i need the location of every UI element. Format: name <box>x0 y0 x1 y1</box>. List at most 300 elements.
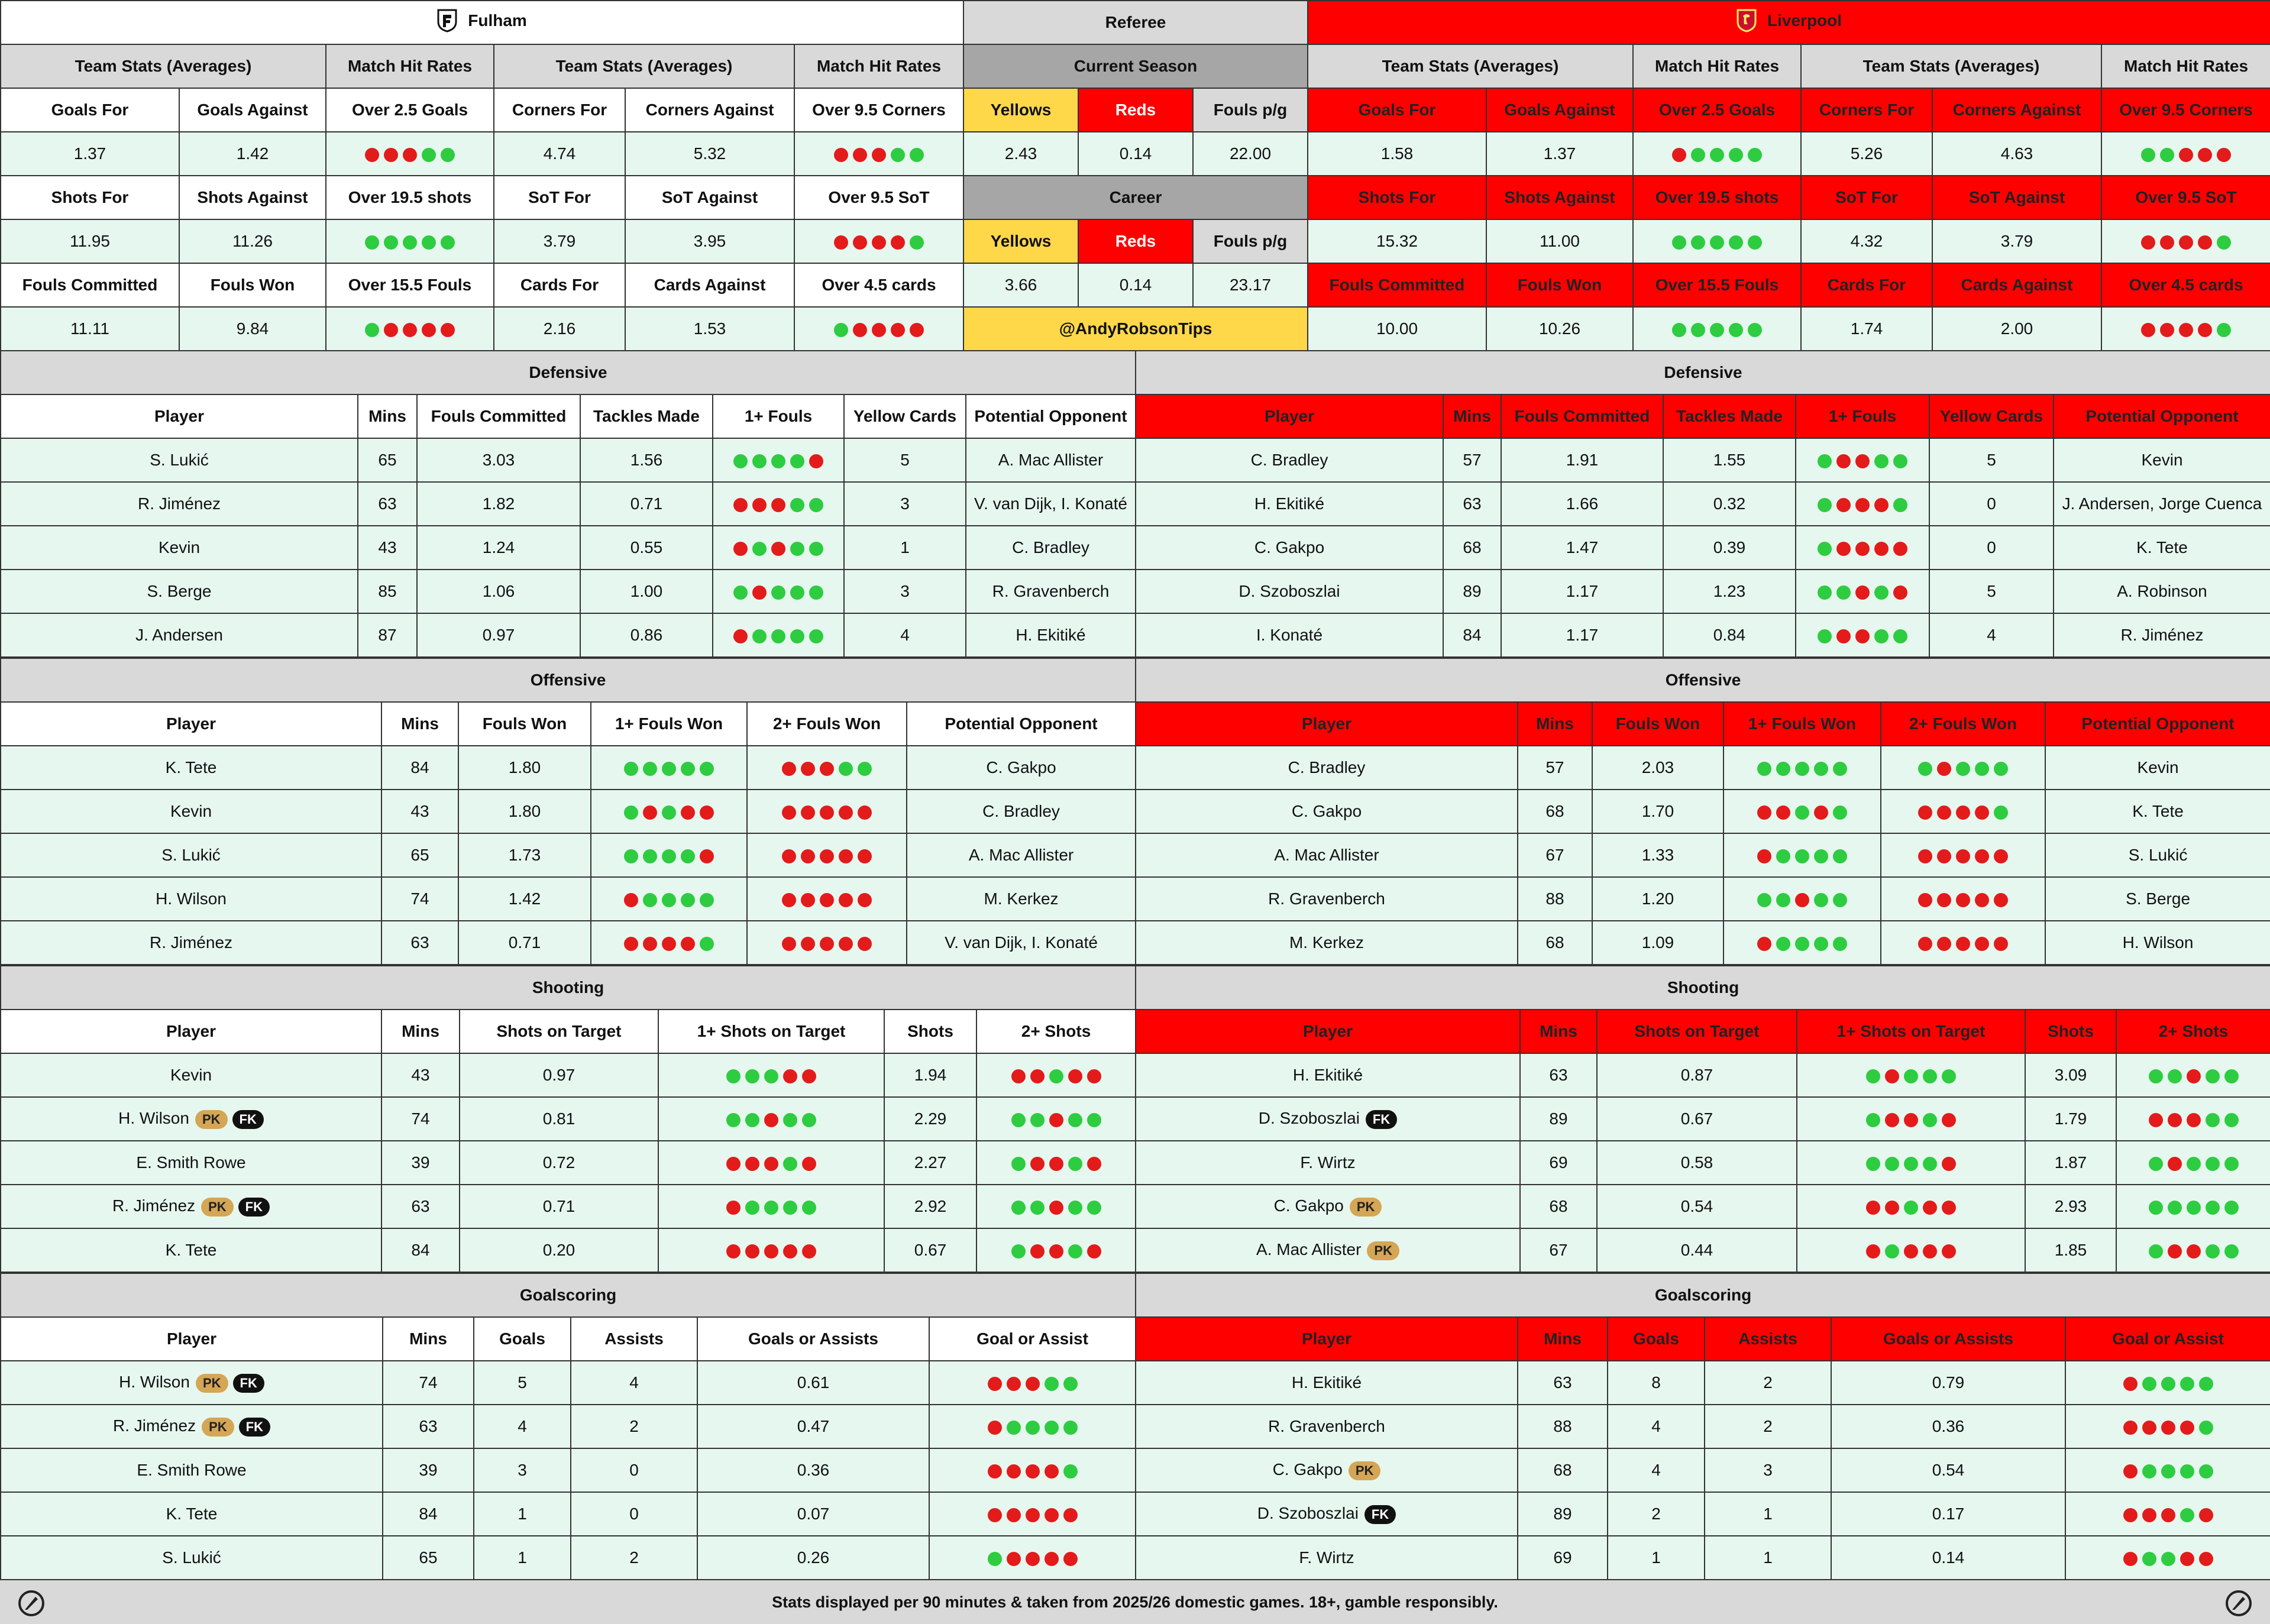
fouls-hit-dots <box>713 526 844 570</box>
miss-dot <box>891 235 905 250</box>
fouls-hit-dots <box>713 482 844 526</box>
hit-dot <box>2206 1113 2220 1127</box>
column-header: Player <box>1 394 358 438</box>
result-dots <box>1672 148 1762 162</box>
miss-dot <box>1874 542 1889 556</box>
hit-dot <box>733 454 748 468</box>
result-dots <box>726 1157 816 1171</box>
result-dots <box>1011 1157 1101 1171</box>
result-dots <box>624 893 714 907</box>
column-header: 1+ Shots on Target <box>658 1010 884 1053</box>
fulham-title: Fulham <box>468 11 527 30</box>
hit-dot <box>802 1201 816 1215</box>
hit-dot <box>624 805 638 820</box>
column-header: Shots <box>884 1010 976 1053</box>
hit-dot <box>1795 805 1809 820</box>
column-header: 2+ Fouls Won <box>747 702 907 746</box>
hit-dot <box>422 235 436 250</box>
minutes: 89 <box>1520 1097 1597 1141</box>
miss-dot <box>1937 893 1951 907</box>
miss-dot <box>1937 849 1951 863</box>
hit-dot <box>764 1201 778 1215</box>
fulham-shooting-table <box>0 965 1136 1273</box>
hit-dot <box>726 1113 741 1127</box>
hit-dot <box>365 235 379 250</box>
hit-dot <box>783 1113 797 1127</box>
free-kick-taker-badge: FK <box>232 1110 264 1129</box>
hit-dot <box>2180 1464 2194 1479</box>
goals-or-assists: 0.47 <box>697 1405 929 1448</box>
stat-value: 5.32 <box>625 132 794 176</box>
miss-dot <box>1030 1244 1045 1259</box>
column-header: Goal or Assist <box>929 1317 1136 1361</box>
miss-dot <box>1885 1113 1899 1127</box>
potential-opponent: S. Berge <box>2045 877 2270 921</box>
hit-dot <box>624 849 638 863</box>
column-header: Shots <box>2025 1010 2116 1053</box>
stat-value: 1.58 <box>1308 132 1486 176</box>
hit-dot <box>745 1069 759 1083</box>
miss-dot <box>2198 148 2212 162</box>
result-dots <box>988 1552 1078 1566</box>
miss-dot <box>1956 937 1970 951</box>
free-kick-taker-badge: FK <box>238 1198 270 1217</box>
result-dots <box>2123 1552 2213 1566</box>
hit-dot <box>1049 1069 1063 1083</box>
minutes: 85 <box>358 570 417 613</box>
column-header: 2+ Fouls Won <box>1881 702 2045 746</box>
miss-dot <box>802 1157 816 1171</box>
player-badges <box>1350 1198 1382 1217</box>
potential-opponent: R. Gravenberch <box>966 570 1136 613</box>
column-header: Mins <box>358 394 417 438</box>
hit-dot <box>2199 1377 2213 1391</box>
career-label: Career <box>963 176 1308 219</box>
liverpool-shooting-table <box>1135 965 2270 1273</box>
hit-dot <box>1975 762 1989 776</box>
goal-or-assist-dots <box>2065 1361 2270 1405</box>
miss-dot <box>1757 849 1771 863</box>
player-cell <box>1136 1053 1520 1097</box>
shots: 2.27 <box>884 1141 976 1185</box>
hit-dot <box>1956 762 1970 776</box>
fouls-won-1-dots <box>1723 921 1881 965</box>
player-name: S. Lukić <box>1 833 381 877</box>
miss-dot <box>2142 1421 2156 1435</box>
miss-dot <box>910 323 924 337</box>
fulham-goalscoring-table <box>0 1273 1136 1580</box>
hit-dot <box>1836 585 1851 600</box>
player-name: F. Wirtz <box>1300 1153 1356 1172</box>
minutes: 68 <box>1518 1448 1608 1492</box>
shots: 1.94 <box>884 1053 976 1097</box>
miss-dot <box>2123 1552 2138 1566</box>
hit-dot <box>1814 849 1828 863</box>
fouls-hit-dots <box>713 613 844 657</box>
hit-rate-dots <box>794 219 963 263</box>
miss-dot <box>2141 235 2155 250</box>
result-dots <box>1918 762 2008 776</box>
miss-dot <box>733 498 748 512</box>
fouls-won-2-dots <box>1881 921 2045 965</box>
stat-value: 11.95 <box>1 219 179 263</box>
result-dots <box>2141 323 2231 337</box>
yellow-cards: 0 <box>1929 482 2054 526</box>
result-dots <box>1918 805 2008 820</box>
minutes: 74 <box>381 877 458 921</box>
team-stats-label: Team Stats (Averages) <box>1308 44 1633 88</box>
hit-dot <box>2180 1508 2194 1522</box>
goals-or-assists: 0.17 <box>1831 1492 2065 1536</box>
fulham-team-stats <box>0 0 964 351</box>
hit-dot <box>1757 893 1771 907</box>
player-badges <box>201 1198 270 1217</box>
fouls-won: 1.09 <box>1592 921 1723 965</box>
player-badges <box>202 1418 270 1437</box>
hit-dot <box>2224 1244 2239 1259</box>
penalty-taker-badge: PK <box>1367 1241 1399 1260</box>
column-header: 1+ Fouls Won <box>591 702 747 746</box>
hit-dot <box>2149 1069 2163 1083</box>
hit-dot <box>2141 148 2155 162</box>
result-dots <box>2149 1157 2239 1171</box>
hit-dot <box>662 805 676 820</box>
stat-header: Corners For <box>1801 88 1932 132</box>
penalty-taker-badge: PK <box>1349 1461 1381 1480</box>
miss-dot <box>802 1244 816 1259</box>
miss-dot <box>1923 1244 1937 1259</box>
hit-dot <box>910 235 924 250</box>
table-row <box>1 1492 1136 1536</box>
player-name: E. Smith Rowe <box>136 1153 246 1172</box>
fouls-won-1-dots <box>591 746 747 790</box>
table-row <box>1136 526 2270 570</box>
goal-or-assist-dots <box>2065 1448 2270 1492</box>
miss-dot <box>700 805 714 820</box>
miss-dot <box>839 937 853 951</box>
miss-dot <box>1836 629 1851 643</box>
shots-on-target: 0.54 <box>1597 1185 1797 1228</box>
player-cell <box>1136 1228 1520 1272</box>
minutes: 68 <box>1443 526 1501 570</box>
player-name: R. Jiménez <box>113 1416 196 1435</box>
hit-dot <box>1814 762 1828 776</box>
miss-dot <box>441 323 455 337</box>
stat-header: Goals Against <box>1486 88 1633 132</box>
fouls-won-2-dots <box>1881 877 2045 921</box>
potential-opponent: K. Tete <box>2054 526 2270 570</box>
hit-dot <box>1904 1157 1918 1171</box>
penalty-taker-badge: PK <box>1350 1198 1382 1217</box>
miss-dot <box>2199 1508 2213 1522</box>
goals-or-assists: 0.26 <box>697 1536 929 1580</box>
hit-dot <box>783 1157 797 1171</box>
column-header: Fouls Won <box>458 702 591 746</box>
miss-dot <box>891 323 905 337</box>
potential-opponent: H. Wilson <box>2045 921 2270 965</box>
miss-dot <box>1068 1069 1082 1083</box>
hit-dot <box>1045 1377 1059 1391</box>
fouls-hit-dots <box>1796 613 1929 657</box>
hit-dot <box>2199 1464 2213 1479</box>
miss-dot <box>764 1113 778 1127</box>
reds-label: Reds <box>1078 88 1193 132</box>
hit-dot <box>1885 1244 1899 1259</box>
hit-dot <box>1757 762 1771 776</box>
hit-dot <box>802 1113 816 1127</box>
miss-dot <box>726 1201 741 1215</box>
miss-dot <box>802 1069 816 1083</box>
player-name: R. Gravenberch <box>1136 877 1518 921</box>
reds-label: Reds <box>1078 219 1193 263</box>
miss-dot <box>1975 805 1989 820</box>
miss-dot <box>1026 1552 1040 1566</box>
result-dots <box>1866 1113 1956 1127</box>
assists: 4 <box>571 1361 697 1405</box>
goals: 2 <box>1608 1492 1705 1536</box>
table-row <box>1 746 1136 790</box>
miss-dot <box>1942 1113 1956 1127</box>
result-dots <box>782 893 872 907</box>
miss-dot <box>2123 1377 2138 1391</box>
hit-dot <box>790 542 804 556</box>
penalty-taker-badge: PK <box>195 1110 228 1129</box>
miss-dot <box>1866 1244 1880 1259</box>
hit-dot <box>790 629 804 643</box>
hit-dot <box>441 235 455 250</box>
minutes: 84 <box>383 1492 474 1536</box>
minutes: 68 <box>1518 790 1592 833</box>
miss-dot <box>1923 1201 1937 1215</box>
miss-dot <box>2199 1552 2213 1566</box>
sot-hit-dots <box>658 1053 884 1097</box>
hit-dot <box>1866 1069 1880 1083</box>
tackles-made: 0.55 <box>580 526 713 570</box>
potential-opponent: Kevin <box>2045 746 2270 790</box>
miss-dot <box>752 498 767 512</box>
stat-header: Over 4.5 cards <box>794 263 963 307</box>
miss-dot <box>801 893 815 907</box>
hit-dot <box>2168 1201 2182 1215</box>
potential-opponent: A. Robinson <box>2054 570 2270 613</box>
shots-hit-dots <box>2116 1141 2270 1185</box>
column-header: Player <box>1136 394 1443 438</box>
player-cell <box>1 1405 383 1448</box>
section-title: Shooting <box>1136 966 2270 1010</box>
miss-dot <box>782 762 796 776</box>
tackles-made: 0.71 <box>580 482 713 526</box>
player-name: K. Tete <box>165 1241 217 1259</box>
hit-dot <box>988 1552 1002 1566</box>
section-title: Defensive <box>1 351 1136 394</box>
stat-value: 4.63 <box>1932 132 2101 176</box>
table-row <box>1136 921 2270 965</box>
player-name: H. Ekitiké <box>1292 1066 1363 1084</box>
player-name: R. Jiménez <box>1 921 381 965</box>
miss-dot <box>2179 323 2193 337</box>
player-cell <box>1136 1405 1518 1448</box>
result-dots <box>1818 629 1907 643</box>
result-dots <box>365 323 455 337</box>
column-header: Player <box>1136 1010 1520 1053</box>
miss-dot <box>2180 1421 2194 1435</box>
miss-dot <box>1942 1201 1956 1215</box>
player-badges <box>1367 1241 1399 1260</box>
goals: 4 <box>474 1405 571 1448</box>
hit-dot <box>2149 1201 2163 1215</box>
minutes: 89 <box>1518 1492 1608 1536</box>
shots-hit-dots <box>976 1097 1136 1141</box>
stat-value: 1.74 <box>1801 307 1932 351</box>
hit-dot <box>1030 1113 1045 1127</box>
hit-dot <box>2206 1157 2220 1171</box>
potential-opponent: A. Mac Allister <box>966 438 1136 482</box>
column-header: Assists <box>1705 1317 1831 1361</box>
column-header: Player <box>1136 1317 1518 1361</box>
result-dots <box>1757 937 1847 951</box>
fouls-won-2-dots <box>747 921 907 965</box>
column-header: Potential Opponent <box>2045 702 2270 746</box>
player-badges <box>1364 1505 1396 1524</box>
liverpool-title: Liverpool <box>1767 11 1842 30</box>
table-row <box>1 570 1136 613</box>
miss-dot <box>2141 323 2155 337</box>
table-row <box>1136 1492 2270 1536</box>
stat-header: Over 9.5 SoT <box>2101 176 2270 219</box>
stat-header: Over 2.5 Goals <box>326 88 494 132</box>
hit-dot <box>643 849 657 863</box>
result-dots <box>365 148 455 162</box>
player-name: H. Wilson <box>119 1373 190 1392</box>
miss-dot <box>1087 1157 1101 1171</box>
assists: 2 <box>571 1405 697 1448</box>
player-cell <box>1136 1448 1518 1492</box>
fouls-won-1-dots <box>1723 746 1881 790</box>
result-dots <box>624 937 714 951</box>
free-kick-taker-badge: FK <box>239 1418 270 1437</box>
miss-dot <box>1007 1377 1021 1391</box>
player-name: K. Tete <box>166 1505 218 1523</box>
fouls-won: 1.80 <box>458 746 591 790</box>
goals: 4 <box>1608 1448 1705 1492</box>
shots-hit-dots <box>976 1141 1136 1185</box>
fouls-pg-label: Fouls p/g <box>1193 219 1308 263</box>
minutes: 84 <box>1443 613 1501 657</box>
miss-dot <box>1836 542 1851 556</box>
result-dots <box>782 937 872 951</box>
table-row <box>1 1097 1136 1141</box>
fouls-won-2-dots <box>1881 833 2045 877</box>
miss-dot <box>820 849 834 863</box>
hit-dot <box>839 762 853 776</box>
hit-dot <box>2149 1157 2163 1171</box>
hit-dot <box>2224 1157 2239 1171</box>
assists: 2 <box>1705 1361 1831 1405</box>
stat-header: SoT For <box>494 176 625 219</box>
result-dots <box>2141 148 2231 162</box>
brand-logo-icon <box>2225 1590 2252 1617</box>
hit-dot <box>681 893 695 907</box>
fouls-won-1-dots <box>591 790 747 833</box>
stat-value: 11.11 <box>1 307 179 351</box>
hit-dot <box>1748 235 1762 250</box>
miss-dot <box>820 762 834 776</box>
stat-value: 10.26 <box>1486 307 1633 351</box>
goal-or-assist-dots <box>929 1405 1136 1448</box>
miss-dot <box>1956 849 1970 863</box>
player-cell <box>1 1492 383 1536</box>
table-row <box>1 790 1136 833</box>
result-dots <box>1866 1244 1956 1259</box>
fouls-won-2-dots <box>747 877 907 921</box>
miss-dot <box>2123 1508 2138 1522</box>
stat-value: 9.84 <box>179 307 326 351</box>
miss-dot <box>839 893 853 907</box>
minutes: 88 <box>1518 877 1592 921</box>
yellow-cards: 5 <box>1929 570 2054 613</box>
miss-dot <box>801 762 815 776</box>
free-kick-taker-badge: FK <box>1366 1110 1397 1129</box>
result-dots <box>733 585 823 600</box>
hit-dot <box>700 937 714 951</box>
hit-rate-dots <box>2101 219 2270 263</box>
hit-dot <box>891 148 905 162</box>
assists: 3 <box>1705 1448 1831 1492</box>
fouls-hit-dots <box>1796 570 1929 613</box>
stat-header: Over 9.5 SoT <box>794 176 963 219</box>
stat-header: Corners Against <box>625 88 794 132</box>
miss-dot <box>745 1244 759 1259</box>
miss-dot <box>643 937 657 951</box>
goals: 5 <box>474 1361 571 1405</box>
miss-dot <box>1757 937 1771 951</box>
hit-dot <box>1776 849 1790 863</box>
fouls-committed: 1.47 <box>1501 526 1663 570</box>
hit-dot <box>1814 937 1828 951</box>
miss-dot <box>2160 323 2174 337</box>
stat-header: SoT Against <box>625 176 794 219</box>
hit-dot <box>1087 1113 1101 1127</box>
player-badges <box>195 1110 264 1129</box>
team-stats-label: Team Stats (Averages) <box>494 44 794 88</box>
stat-value: 11.00 <box>1486 219 1633 263</box>
hit-dot <box>1068 1157 1082 1171</box>
penalty-taker-badge: PK <box>201 1198 234 1217</box>
hit-dot <box>752 542 767 556</box>
miss-dot <box>624 937 638 951</box>
hit-dot <box>2217 323 2231 337</box>
miss-dot <box>1087 1069 1101 1083</box>
hit-dot <box>809 629 823 643</box>
column-header: 1+ Fouls Won <box>1723 702 1881 746</box>
sot-hit-dots <box>658 1097 884 1141</box>
yellow-cards: 3 <box>844 570 966 613</box>
hit-dot <box>624 762 638 776</box>
column-header: Fouls Committed <box>1501 394 1663 438</box>
player-cell <box>1 1097 381 1141</box>
hit-dot <box>1874 454 1889 468</box>
stat-header: Goals For <box>1 88 179 132</box>
yellow-cards: 0 <box>1929 526 2054 570</box>
stat-header: Cards For <box>494 263 625 307</box>
result-dots <box>1866 1201 1956 1215</box>
hit-dot <box>764 1069 778 1083</box>
hit-dot <box>1874 629 1889 643</box>
shots-on-target: 0.87 <box>1597 1053 1797 1097</box>
hit-dot <box>1874 585 1889 600</box>
goals-or-assists: 0.36 <box>697 1448 929 1492</box>
hit-dot <box>1994 805 2008 820</box>
